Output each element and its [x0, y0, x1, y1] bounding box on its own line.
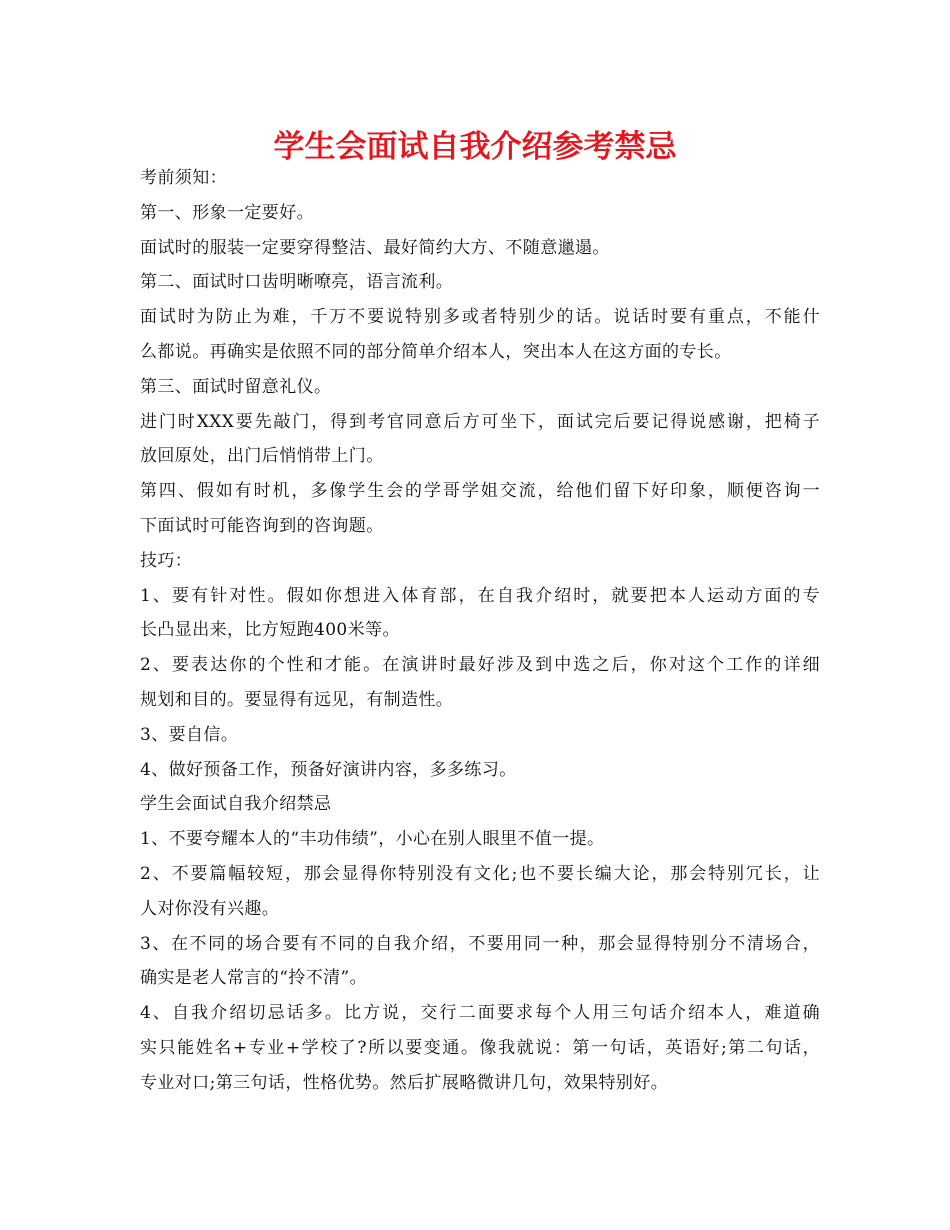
document-title: 学生会面试自我介绍参考禁忌: [273, 129, 677, 165]
text-line: 3、在不同的场合要有不同的自我介绍，不要用同一种，那会显得特别分不清场合，: [140, 933, 820, 954]
text-line: 4、做好预备工作，预备好演讲内容，多多练习。: [140, 759, 517, 780]
text-line: 实只能姓名+专业+学校了?所以要变通。像我就说：第一句话，英语好;第二句话，: [140, 1037, 820, 1058]
text-line: 3、要自信。: [140, 724, 239, 745]
text-line: 2、要表达你的个性和才能。在演讲时最好涉及到中选之后，你对这个工作的详细: [140, 655, 820, 676]
document-body: [140, 161, 820, 1101]
text-line: 第二、面试时口齿明晰嘹亮，语言流利。: [140, 272, 454, 293]
text-line: 第三、面试时留意礼仪。: [140, 376, 332, 397]
text-line: 面试时为防止为难，千万不要说特别多或者特别少的话。说话时要有重点，不能什: [140, 307, 820, 328]
text-line: 技巧：: [140, 550, 193, 571]
text-line: 4、自我介绍切忌话多。比方说，交行二面要求每个人用三句话介绍本人，难道确: [140, 1003, 820, 1024]
text-line: 放回原处，出门后悄悄带上门。: [140, 446, 384, 467]
text-line: 人对你没有兴趣。: [140, 898, 280, 919]
text-line: 进门时XXX要先敲门，得到考官同意后方可坐下，面试完后要记得说感谢，把椅子: [140, 411, 820, 432]
text-line: 确实是老人常言的“拎不清”。: [140, 968, 367, 989]
text-line: 规划和目的。要显得有远见，有制造性。: [140, 689, 454, 710]
text-line: 2、不要篇幅较短，那会显得你特别没有文化;也不要长编大论，那会特别冗长，让: [140, 863, 820, 884]
text-line: 么都说。再确实是依照不同的部分简单介绍本人，突出本人在这方面的专长。: [140, 341, 732, 362]
text-line: 考前须知：: [140, 168, 227, 188]
text-line: 专业对口;第三句话，性格优势。然后扩展略微讲几句，效果特别好。: [140, 1072, 669, 1093]
text-line: 下面试时可能咨询到的咨询题。: [140, 515, 384, 536]
text-line: 第四、假如有时机，多像学生会的学哥学姐交流，给他们留下好印象，顺便咨询一: [140, 481, 820, 502]
text-line: 学生会面试自我介绍禁忌: [140, 794, 332, 815]
text-line: 1、要有针对性。假如你想进入体育部，在自我介绍时，就要把本人运动方面的专: [140, 585, 820, 606]
text-line: 长凸显出来，比方短跑400米等。: [140, 620, 400, 641]
text-line: 面试时的服装一定要穿得整洁、最好简约大方、不随意邋遢。: [140, 237, 610, 258]
text-line: 第一、形象一定要好。: [140, 202, 314, 223]
text-line: 1、不要夸耀本人的“丰功伟绩”，小心在别人眼里不值一提。: [140, 829, 605, 850]
